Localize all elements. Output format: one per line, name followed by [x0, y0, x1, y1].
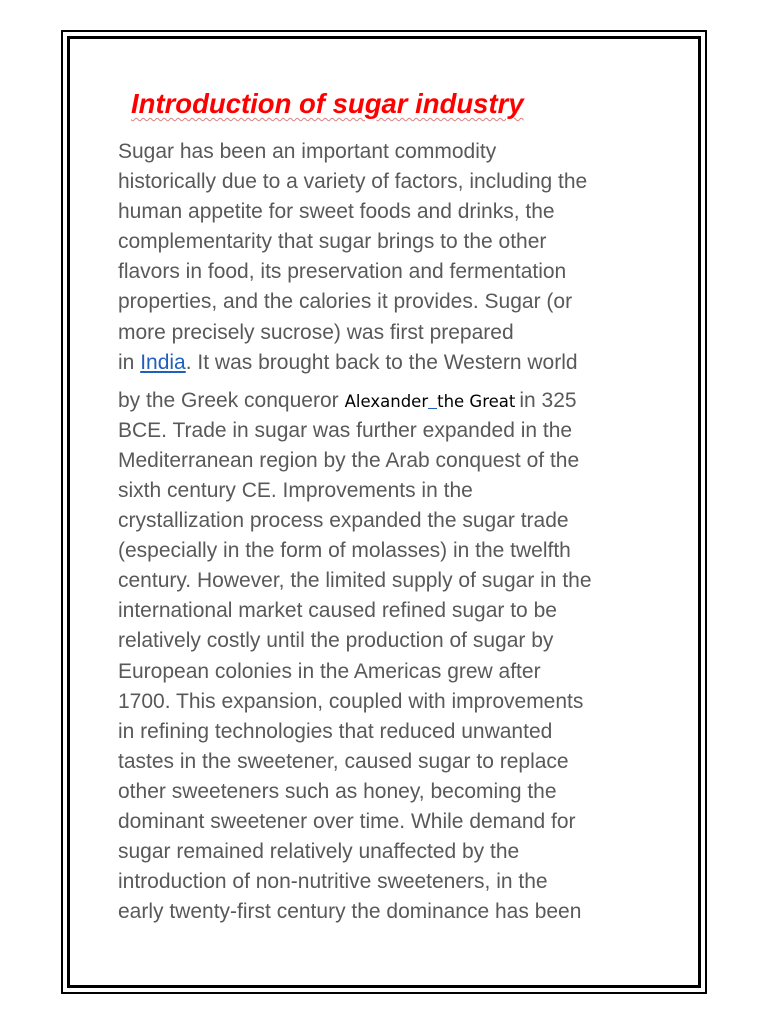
body-line: more precisely sucrose) was first prepared	[118, 320, 514, 344]
body-line: human appetite for sweet foods and drinks, the	[118, 200, 555, 224]
body-line: historically due to a variety of factors, including the	[118, 170, 588, 194]
body-line: dominant sweetener over time. While demand for	[118, 809, 576, 833]
body-line: properties, and the calories it provides. Sugar (or	[118, 290, 573, 314]
body-line: other sweeteners such as honey, becoming the	[118, 779, 557, 803]
body-line-india	[118, 348, 678, 378]
body-line: Mediterranean region by the Arab conquest of the	[118, 448, 580, 472]
greek-prefix: by the Greek conqueror	[118, 388, 339, 412]
body-text	[118, 137, 678, 927]
body-line: (especially in the form of molasses) in the twelfth	[118, 539, 571, 563]
body-line: tastes in the sweetener, caused sugar to replace	[118, 749, 569, 773]
body-line-alexander	[118, 378, 678, 416]
india-prefix: in	[118, 350, 141, 374]
body-line: flavors in food, its preservation and fermentation	[118, 260, 567, 284]
body-line: BCE. Trade in sugar was further expanded in the	[118, 418, 573, 442]
body-line: Sugar has been an important commodity	[118, 140, 497, 163]
body-line: sugar remained relatively unaffected by the	[118, 840, 520, 864]
body-line: complementarity that sugar brings to the other	[118, 230, 547, 254]
alexander-first: Alexander	[344, 391, 429, 411]
body-line: 1700. This expansion, coupled with improvements	[118, 689, 584, 713]
body-line: in refining technologies that reduced unwanted	[118, 719, 553, 743]
greek-suffix: in 325	[519, 388, 577, 412]
alexander-name[interactable]	[345, 392, 516, 411]
body-line: crystallization process expanded the sugar trade	[118, 509, 569, 533]
alexander-second: the Great	[437, 391, 516, 411]
link-underline-gap	[428, 394, 437, 409]
body-line: international market caused refined sugar to be	[118, 599, 557, 623]
india-suffix: . It was brought back to the Western world	[185, 350, 578, 374]
body-line: European colonies in the Americas grew after	[118, 659, 541, 683]
body-line: sixth century CE. Improvements in the	[118, 478, 473, 502]
india-link[interactable]: India	[140, 350, 186, 374]
body-line: early twenty-first century the dominance has been	[118, 900, 582, 924]
body-line: introduction of non-nutritive sweeteners, in the	[118, 870, 548, 894]
body-line: century. However, the limited supply of sugar in the	[118, 569, 592, 593]
body-line: relatively costly until the production of sugar by	[118, 629, 554, 653]
document-title: Introduction of sugar industry	[131, 88, 524, 119]
